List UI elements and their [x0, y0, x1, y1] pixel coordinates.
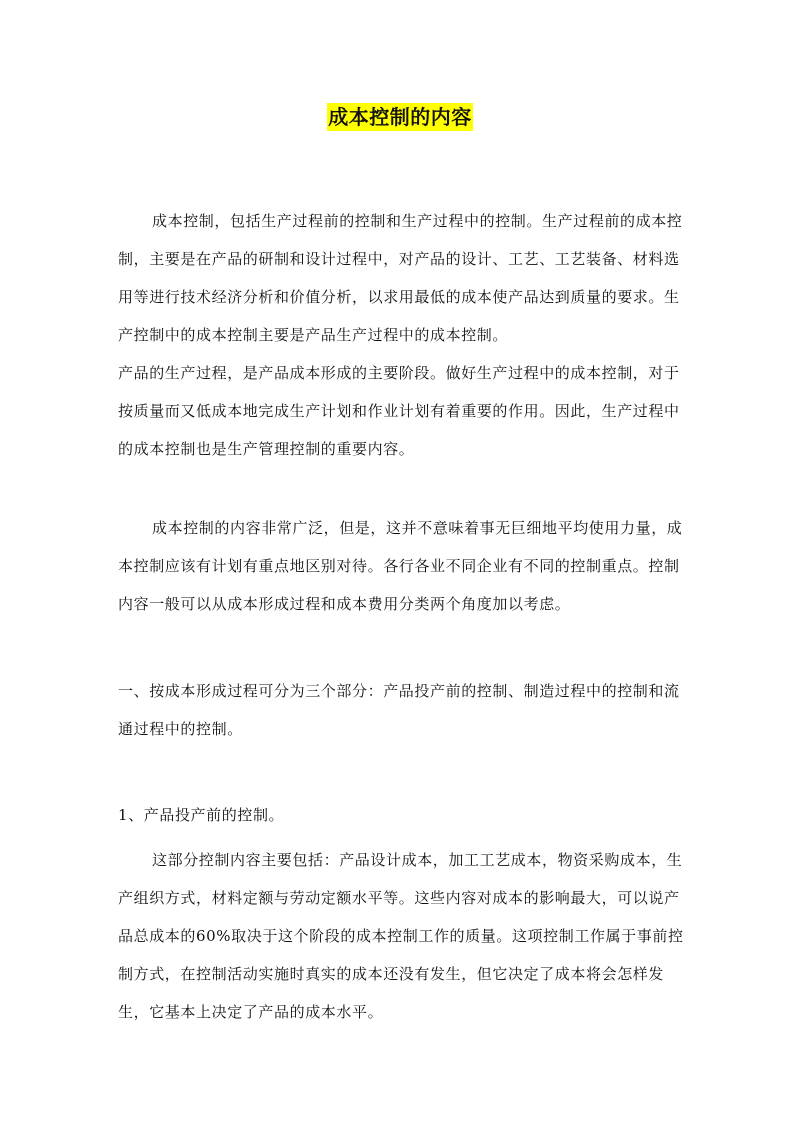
paragraph-cost-control-scope	[118, 509, 686, 623]
section-heading-formation-process	[118, 672, 686, 748]
title-container	[0, 103, 800, 131]
paragraph-cost-control-definition	[118, 202, 686, 468]
subheading-pre-production-control	[118, 796, 686, 834]
paragraph-text: 成本控制，包括生产过程前的控制和生产过程中的控制。生产过程前的成本控制，主要是在产品的研制和设计过程中，对产品的设计、工艺、工艺装备、材料选用等进行技术经济分析和价值分析，以求用最低的成本使产品达到质量的要求。生产控制中的成本控制主要是产品生产过程中的成本控制。	[118, 212, 683, 344]
page-title: 成本控制的内容	[328, 105, 472, 129]
paragraph-pre-production-detail	[118, 841, 686, 1031]
section-text: 一、按成本形成过程可分为三个部分：产品投产前的控制、制造过程中的控制和流通过程中的控制。	[118, 682, 680, 738]
subheading-text: 1、产品投产前的控制。	[118, 806, 285, 824]
paragraph-text: 产品的生产过程，是产品成本形成的主要阶段。做好生产过程中的成本控制，对于按质量而又低成本地完成生产计划和作业计划有着重要的作用。因此，生产过程中的成本控制也是生产管理控制的重要内容。	[118, 364, 680, 458]
paragraph-text: 成本控制的内容非常广泛，但是，这并不意味着事无巨细地平均使用力量，成本控制应该有计划有重点地区别对待。各行各业不同企业有不同的控制重点。控制内容一般可以从成本形成过程和成本费用分类两个角度加以考虑。	[118, 519, 683, 613]
paragraph-text: 这部分控制内容主要包括：产品设计成本，加工工艺成本，物资采购成本，生产组织方式，材料定额与劳动定额水平等。这些内容对成本的影响最大，可以说产品总成本的60%取决于这个阶段的成本控制工作的质量。这项控制工作属于事前控制方式，在控制活动实施时真实的成本还没有发生，但它决定了成本将会怎样发生，它基本上决定了产品的成本水平。	[118, 851, 684, 1021]
